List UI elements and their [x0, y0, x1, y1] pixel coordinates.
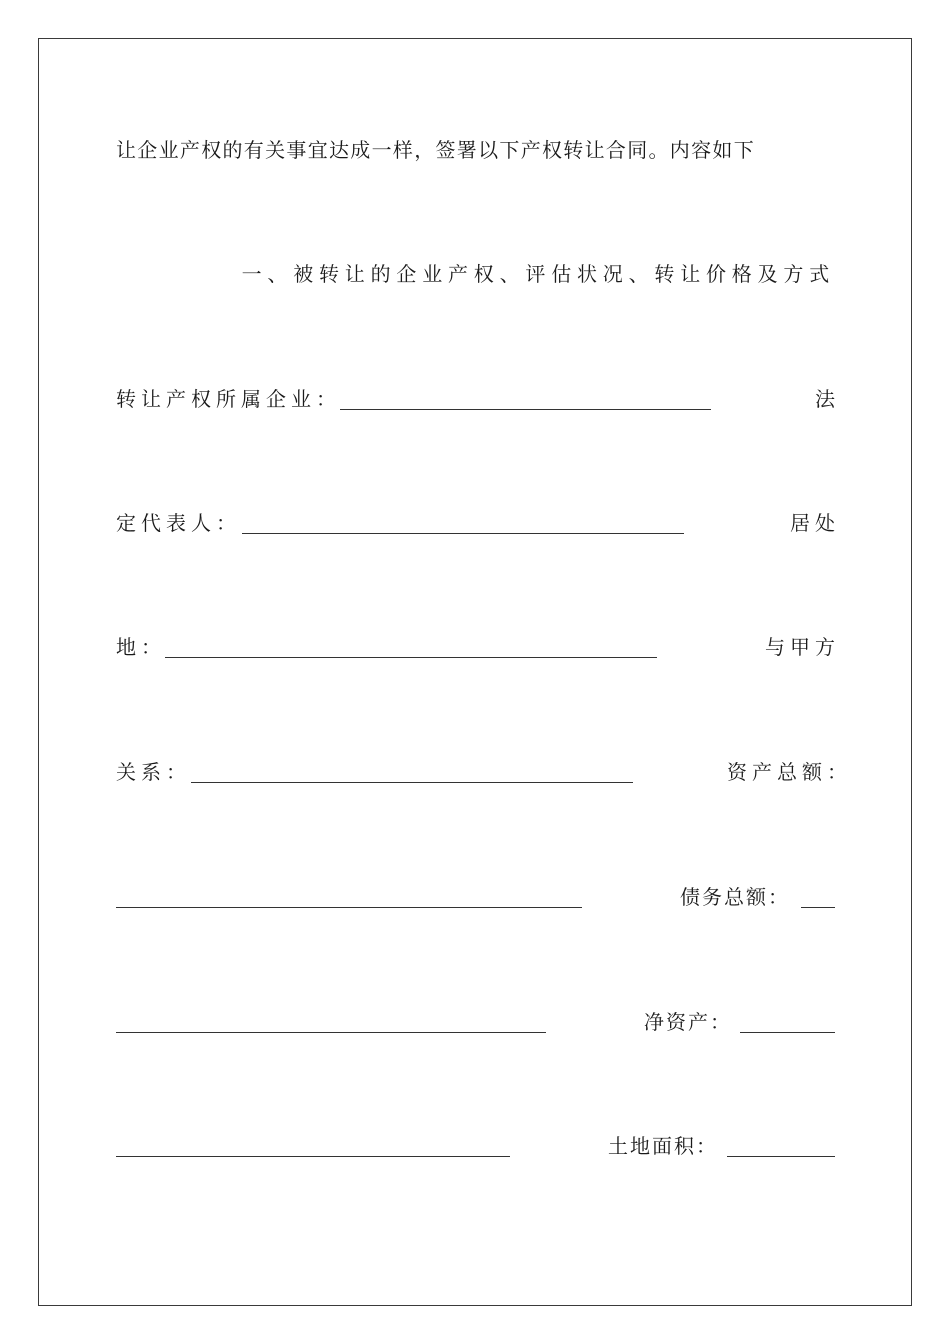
intro-text: 让企业产权的有关事宜达成一样，签署以下产权转让合同。内容如下 — [116, 138, 755, 162]
relation-head: 与甲方 — [765, 635, 840, 659]
legal-rep-row — [116, 508, 840, 538]
total-assets-blank[interactable] — [116, 907, 582, 908]
relation-blank[interactable] — [191, 782, 633, 783]
net-assets-row — [116, 1131, 835, 1161]
net-assets-label: 净资产： — [644, 1010, 732, 1034]
residence-label: 地： — [116, 635, 166, 659]
total-debts-row — [116, 1007, 835, 1037]
net-assets-blank-cont[interactable] — [116, 1156, 510, 1157]
relation-label: 关系： — [116, 760, 191, 784]
relation-row — [116, 757, 852, 787]
residence-blank[interactable] — [165, 657, 657, 658]
net-assets-blank[interactable] — [740, 1032, 835, 1033]
legal-rep-tail: 法 — [815, 387, 835, 411]
land-area-blank[interactable] — [727, 1156, 835, 1157]
section-heading-row — [116, 259, 835, 289]
intro-line — [116, 135, 835, 165]
section-heading: 一、被转让的企业产权、评估状况、转让价格及方式 — [241, 262, 835, 286]
residence-row — [116, 632, 840, 662]
total-debts-label: 债务总额： — [680, 885, 790, 909]
legal-rep-label: 定代表人： — [116, 511, 241, 535]
total-debts-blank-start[interactable] — [801, 907, 835, 908]
enterprise-row — [116, 384, 835, 414]
total-assets-row — [116, 882, 835, 912]
total-assets-label: 资产总额： — [727, 760, 852, 784]
residence-head: 居处 — [790, 511, 840, 535]
enterprise-label: 转让产权所属企业： — [116, 387, 341, 411]
total-debts-blank[interactable] — [116, 1032, 546, 1033]
land-area-label: 土地面积： — [608, 1134, 718, 1158]
legal-rep-blank[interactable] — [242, 533, 684, 534]
enterprise-blank[interactable] — [340, 409, 711, 410]
page-border — [38, 38, 912, 1306]
